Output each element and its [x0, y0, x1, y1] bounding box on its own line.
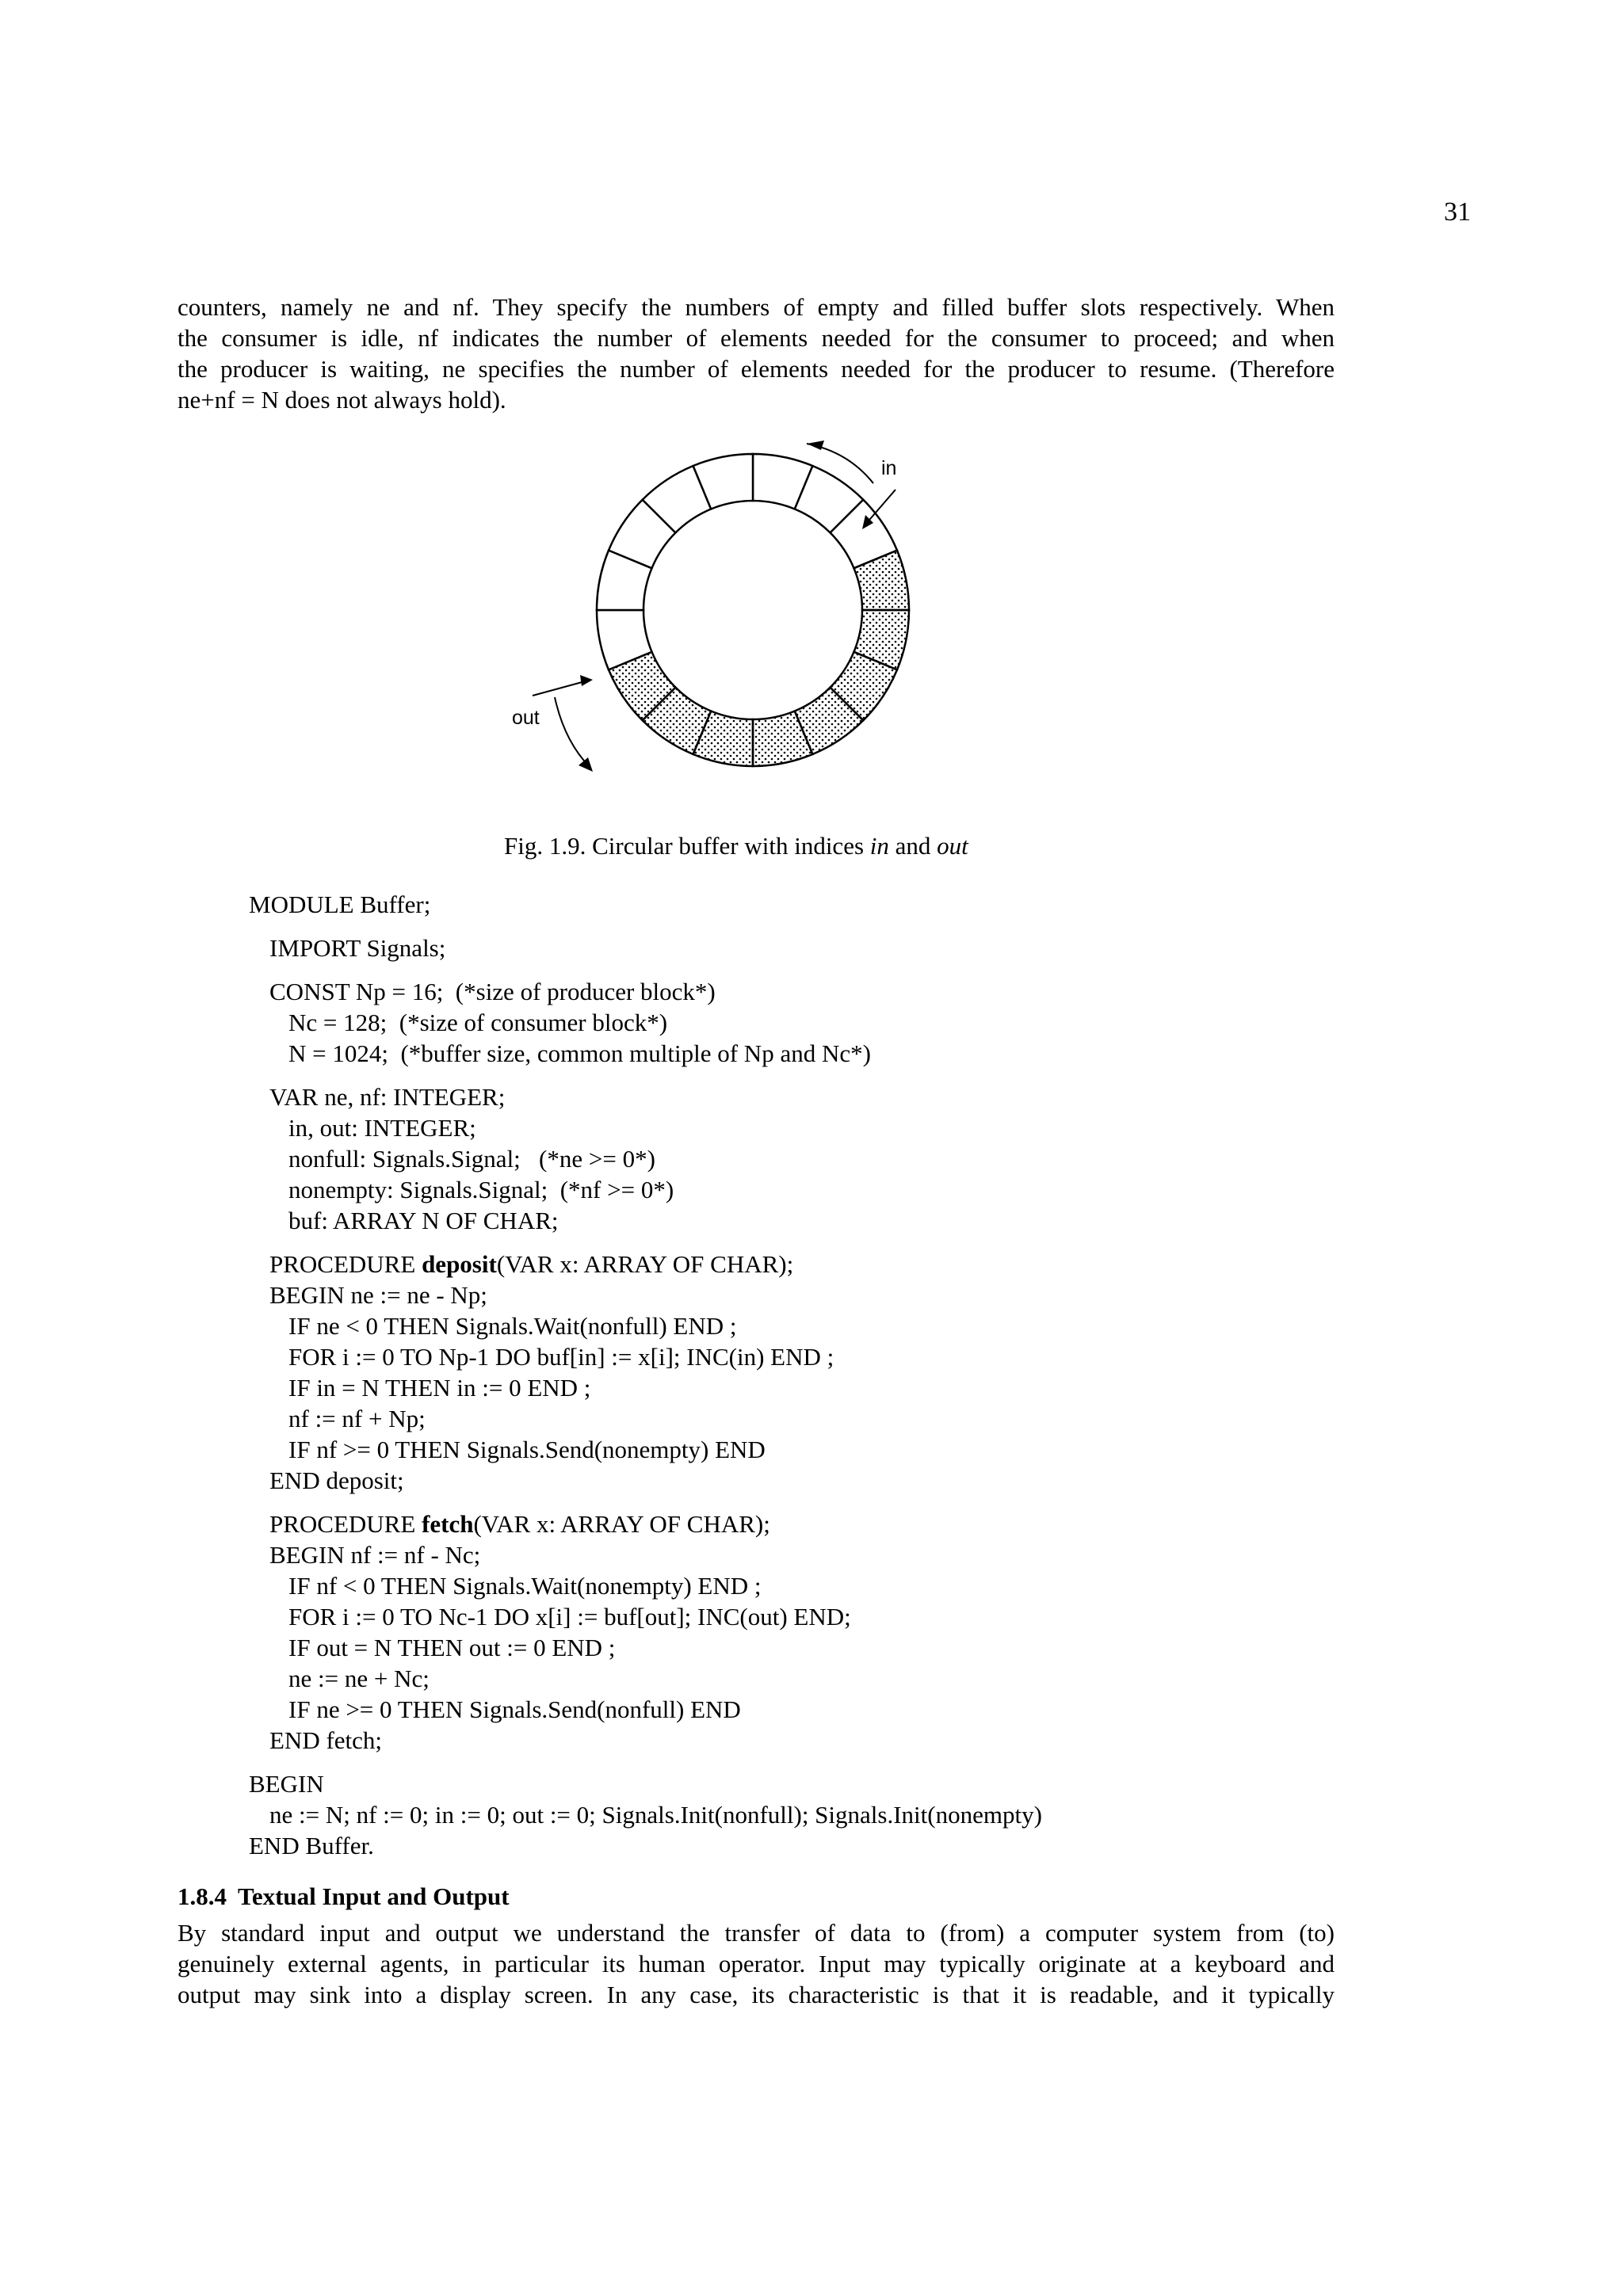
- code-line: nf := nf + Np;: [288, 1405, 426, 1432]
- body-line: genuinely external agents, in particular its human operator. Input may typically originate at a keyboard and: [178, 1950, 1335, 1978]
- code-line: END fetch;: [269, 1726, 383, 1754]
- signature: (VAR x: ARRAY OF CHAR);: [473, 1510, 770, 1538]
- intro-line: counters, namely ne and nf. They specify the numbers of empty and filled buffer slots respectively. When: [178, 293, 1335, 321]
- out-arrow: [533, 675, 593, 772]
- code-listing: [249, 889, 1042, 1861]
- body-paragraph: [178, 1917, 1335, 2010]
- code-line: in, out: INTEGER;: [288, 1114, 476, 1142]
- deposit-header: [249, 1249, 1042, 1280]
- code-line: END Buffer.: [249, 1832, 374, 1859]
- code-line: nonempty: Signals.Signal; (*nf >= 0*): [288, 1176, 674, 1203]
- section-heading: [178, 1881, 510, 1913]
- keyword: PROCEDURE: [269, 1250, 422, 1278]
- code-line: BEGIN nf := nf - Nc;: [269, 1541, 481, 1569]
- caption-in: in: [869, 832, 889, 860]
- signature: (VAR x: ARRAY OF CHAR);: [496, 1250, 794, 1278]
- buffer-ring: [597, 454, 909, 766]
- code-line: MODULE Buffer;: [249, 891, 431, 918]
- fetch-header: [249, 1508, 1042, 1539]
- page-number: 31: [1444, 197, 1471, 227]
- code-line: END deposit;: [269, 1466, 404, 1494]
- code-line: nonfull: Signals.Signal; (*ne >= 0*): [288, 1145, 655, 1173]
- body-line: output may sink into a display screen. In any case, its characteristic is that it is readable, and it typically: [178, 1981, 1335, 2008]
- section-number: 1.8.4: [178, 1882, 227, 1910]
- code-line: FOR i := 0 TO Np-1 DO buf[in] := x[i]; INC(in) END ;: [288, 1343, 834, 1371]
- code-line: VAR ne, nf: INTEGER;: [269, 1083, 506, 1111]
- procedure-name-fetch: fetch: [422, 1510, 474, 1538]
- out-label: out: [512, 707, 540, 729]
- code-line: IMPORT Signals;: [269, 934, 446, 962]
- in-label: in: [881, 457, 897, 479]
- code-line: IF ne >= 0 THEN Signals.Send(nonfull) END: [288, 1695, 741, 1723]
- code-line: IF out = N THEN out := 0 END ;: [288, 1634, 616, 1661]
- keyword: PROCEDURE: [269, 1510, 422, 1538]
- code-line: IF in = N THEN in := 0 END ;: [288, 1374, 591, 1402]
- body-line: By standard input and output we understand the transfer of data to (from) a computer system from (to): [178, 1919, 1335, 1947]
- code-line: CONST Np = 16; (*size of producer block*): [269, 978, 716, 1005]
- code-line: BEGIN ne := ne - Np;: [269, 1281, 487, 1309]
- code-line: ne := ne + Nc;: [288, 1665, 430, 1692]
- intro-paragraph: [178, 292, 1335, 415]
- code-line: buf: ARRAY N OF CHAR;: [288, 1207, 559, 1234]
- code-line: IF nf >= 0 THEN Signals.Send(nonempty) END: [288, 1436, 766, 1463]
- intro-line: the producer is waiting, ne specifies the number of elements needed for the producer to resume. (Therefore: [178, 355, 1335, 383]
- code-line: IF ne < 0 THEN Signals.Wait(nonfull) END ;: [288, 1312, 737, 1340]
- code-line: ne := N; nf := 0; in := 0; out := 0; Signals.Init(nonfull); Signals.Init(nonempty): [269, 1801, 1042, 1829]
- caption-and: and: [888, 832, 938, 860]
- caption-text: Fig. 1.9. Circular buffer with indices: [504, 832, 870, 860]
- intro-line: the consumer is idle, nf indicates the number of elements needed for the consumer to proceed; and when: [178, 324, 1335, 352]
- figure-caption: [504, 830, 968, 862]
- code-line: FOR i := 0 TO Nc-1 DO x[i] := buf[out]; INC(out) END;: [288, 1603, 851, 1630]
- code-line: Nc = 128; (*size of consumer block*): [288, 1009, 668, 1036]
- code-line: N = 1024; (*buffer size, common multiple of Np and Nc*): [288, 1039, 871, 1067]
- procedure-name-deposit: deposit: [422, 1250, 497, 1278]
- circular-buffer-figure: [512, 432, 927, 780]
- caption-out: out: [937, 832, 968, 860]
- section-title: Textual Input and Output: [238, 1882, 510, 1910]
- intro-line: ne+nf = N does not always hold).: [178, 386, 506, 414]
- code-line: IF nf < 0 THEN Signals.Wait(nonempty) END ;: [288, 1572, 762, 1600]
- code-line: BEGIN: [249, 1770, 324, 1798]
